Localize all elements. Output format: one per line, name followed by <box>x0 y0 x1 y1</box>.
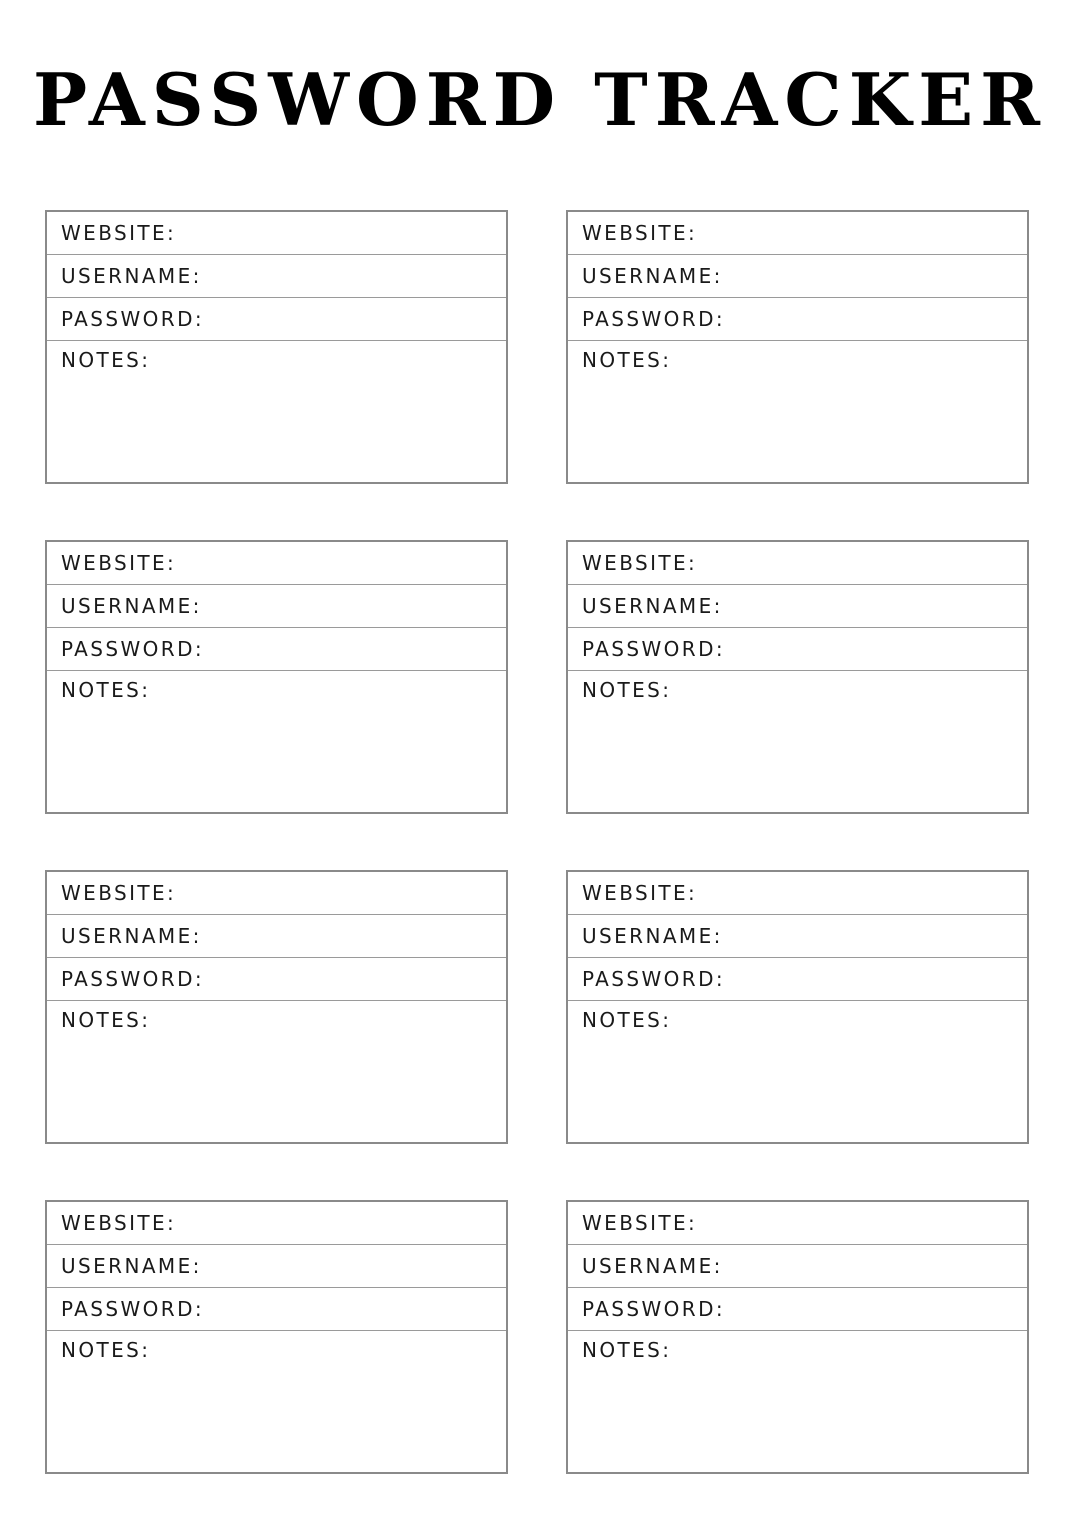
password-card <box>45 210 508 484</box>
notes-label: NOTES: <box>61 1338 151 1362</box>
password-card <box>45 540 508 814</box>
website-label: WEBSITE: <box>61 551 177 575</box>
website-label: WEBSITE: <box>582 1211 698 1235</box>
website-label: WEBSITE: <box>61 1211 177 1235</box>
website-label: WEBSITE: <box>582 551 698 575</box>
notes-label: NOTES: <box>582 348 672 372</box>
password-card <box>566 1200 1029 1474</box>
username-row[interactable] <box>568 1245 1027 1288</box>
notes-label: NOTES: <box>582 1008 672 1032</box>
website-row[interactable] <box>568 1202 1027 1245</box>
username-label: USERNAME: <box>582 924 723 948</box>
website-row[interactable] <box>568 872 1027 915</box>
username-row[interactable] <box>568 585 1027 628</box>
password-label: PASSWORD: <box>582 307 726 331</box>
password-label: PASSWORD: <box>61 637 205 661</box>
notes-area[interactable] <box>47 341 506 482</box>
password-label: PASSWORD: <box>61 1297 205 1321</box>
password-card <box>566 540 1029 814</box>
password-label: PASSWORD: <box>582 967 726 991</box>
website-row[interactable] <box>568 212 1027 255</box>
notes-label: NOTES: <box>61 1008 151 1032</box>
username-row[interactable] <box>47 585 506 628</box>
password-row[interactable] <box>47 298 506 341</box>
password-label: PASSWORD: <box>582 1297 726 1321</box>
website-label: WEBSITE: <box>61 221 177 245</box>
notes-area[interactable] <box>47 1001 506 1142</box>
website-row[interactable] <box>568 542 1027 585</box>
password-label: PASSWORD: <box>61 307 205 331</box>
notes-area[interactable] <box>568 341 1027 482</box>
website-row[interactable] <box>47 542 506 585</box>
notes-label: NOTES: <box>61 678 151 702</box>
notes-area[interactable] <box>47 1331 506 1472</box>
password-card <box>566 870 1029 1144</box>
username-row[interactable] <box>568 255 1027 298</box>
password-label: PASSWORD: <box>61 967 205 991</box>
password-row[interactable] <box>47 1288 506 1331</box>
notes-area[interactable] <box>568 671 1027 812</box>
username-label: USERNAME: <box>61 264 202 288</box>
password-row[interactable] <box>568 628 1027 671</box>
username-label: USERNAME: <box>61 924 202 948</box>
password-row[interactable] <box>568 958 1027 1001</box>
notes-area[interactable] <box>568 1001 1027 1142</box>
notes-label: NOTES: <box>582 1338 672 1362</box>
username-row[interactable] <box>568 915 1027 958</box>
website-label: WEBSITE: <box>61 881 177 905</box>
website-row[interactable] <box>47 872 506 915</box>
username-row[interactable] <box>47 1245 506 1288</box>
password-row[interactable] <box>568 298 1027 341</box>
notes-area[interactable] <box>568 1331 1027 1472</box>
password-card <box>45 1200 508 1474</box>
password-card <box>566 210 1029 484</box>
password-card <box>45 870 508 1144</box>
notes-label: NOTES: <box>582 678 672 702</box>
page-title: PASSWORD TRACKER <box>33 57 1047 142</box>
password-row[interactable] <box>568 1288 1027 1331</box>
notes-label: NOTES: <box>61 348 151 372</box>
password-row[interactable] <box>47 628 506 671</box>
username-label: USERNAME: <box>582 264 723 288</box>
password-row[interactable] <box>47 958 506 1001</box>
username-label: USERNAME: <box>582 594 723 618</box>
notes-area[interactable] <box>47 671 506 812</box>
tracker-grid <box>45 210 1029 1474</box>
password-label: PASSWORD: <box>582 637 726 661</box>
website-label: WEBSITE: <box>582 881 698 905</box>
website-label: WEBSITE: <box>582 221 698 245</box>
username-row[interactable] <box>47 915 506 958</box>
username-label: USERNAME: <box>61 594 202 618</box>
username-row[interactable] <box>47 255 506 298</box>
website-row[interactable] <box>47 212 506 255</box>
username-label: USERNAME: <box>61 1254 202 1278</box>
username-label: USERNAME: <box>582 1254 723 1278</box>
website-row[interactable] <box>47 1202 506 1245</box>
